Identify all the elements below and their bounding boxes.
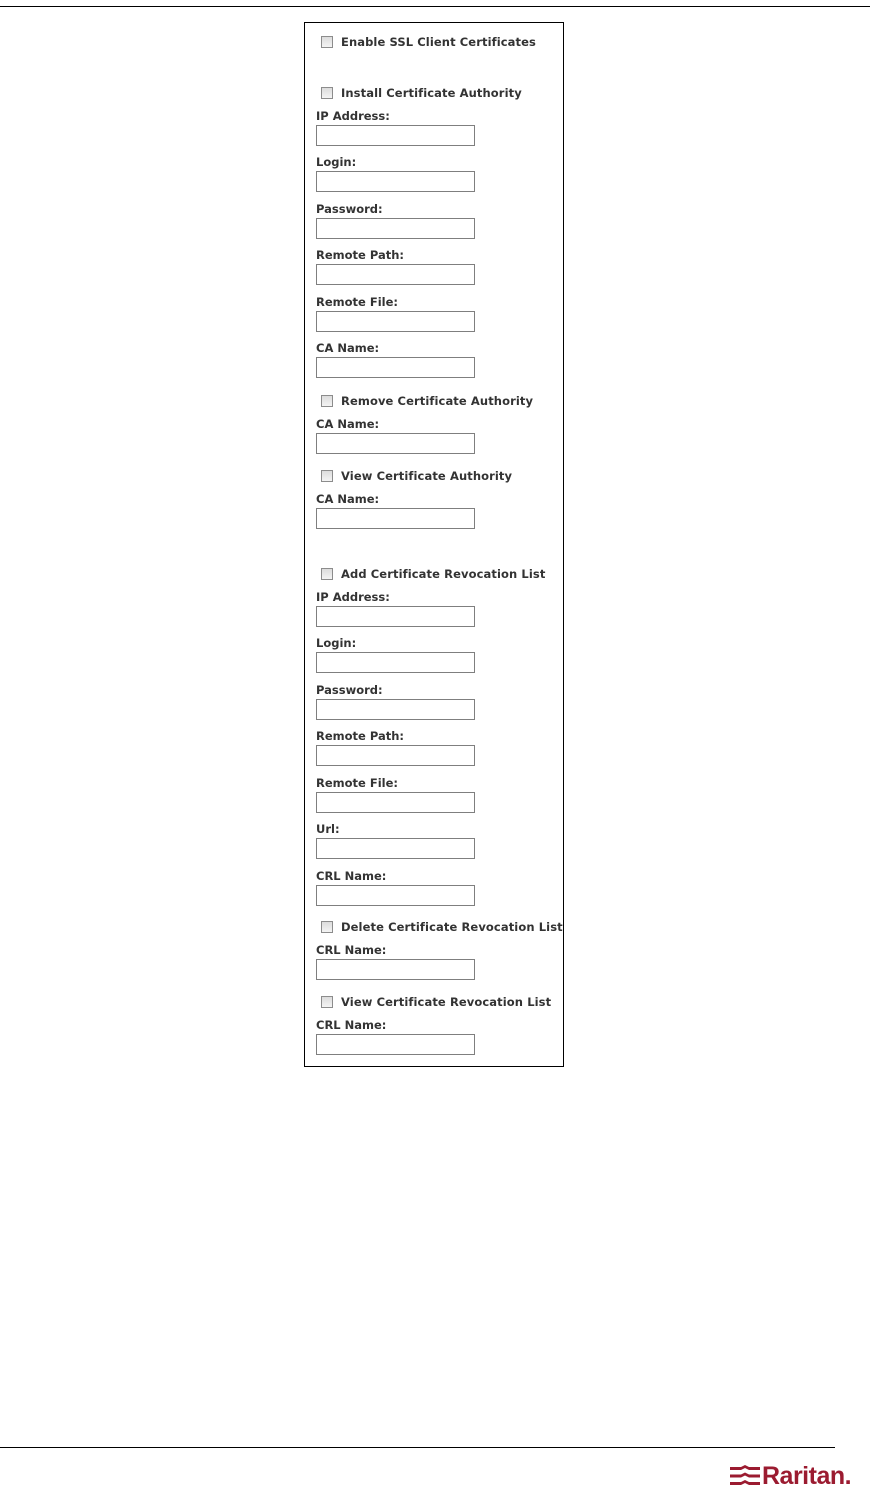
view-ca-checkbox[interactable] xyxy=(321,470,333,482)
delete-crl-checkbox[interactable] xyxy=(321,921,333,933)
delete-crl-label: Delete Certificate Revocation List xyxy=(341,920,563,934)
add-crl-remote-path-input[interactable] xyxy=(316,745,475,766)
add-crl-ip-label: IP Address: xyxy=(316,590,390,604)
delete-crl-name-input[interactable] xyxy=(316,959,475,980)
install-ca-password-label: Password: xyxy=(316,202,383,216)
footer-rule xyxy=(0,1447,835,1448)
install-ca-login-label: Login: xyxy=(316,155,357,169)
view-crl-name-input[interactable] xyxy=(316,1034,475,1055)
view-ca-name-input[interactable] xyxy=(316,508,475,529)
remove-ca-label: Remove Certificate Authority xyxy=(341,394,534,408)
view-crl-checkbox[interactable] xyxy=(321,996,333,1008)
raritan-logo xyxy=(730,1462,851,1490)
install-ca-ip-label: IP Address: xyxy=(316,109,390,123)
view-crl-row[interactable] xyxy=(321,994,551,1010)
install-ca-remote-file-input[interactable] xyxy=(316,311,475,332)
install-ca-remote-file-label: Remote File: xyxy=(316,295,398,309)
add-crl-login-label: Login: xyxy=(316,636,357,650)
add-crl-url-label: Url: xyxy=(316,822,340,836)
view-crl-name-label: CRL Name: xyxy=(316,1018,387,1032)
add-crl-checkbox[interactable] xyxy=(321,568,333,580)
add-crl-name-input[interactable] xyxy=(316,885,475,906)
install-ca-name-input[interactable] xyxy=(316,357,475,378)
remove-ca-row[interactable] xyxy=(321,393,533,409)
add-crl-remote-file-label: Remote File: xyxy=(316,776,398,790)
remove-ca-name-label: CA Name: xyxy=(316,417,380,431)
add-crl-row[interactable] xyxy=(321,566,545,582)
install-ca-password-input[interactable] xyxy=(316,218,475,239)
install-ca-checkbox[interactable] xyxy=(321,87,333,99)
add-crl-password-input[interactable] xyxy=(316,699,475,720)
view-crl-label: View Certificate Revocation List xyxy=(341,995,552,1009)
install-ca-login-input[interactable] xyxy=(316,171,475,192)
view-ca-label: View Certificate Authority xyxy=(341,469,513,483)
install-ca-ip-input[interactable] xyxy=(316,125,475,146)
add-crl-ip-input[interactable] xyxy=(316,606,475,627)
add-crl-url-input[interactable] xyxy=(316,838,475,859)
add-crl-remote-file-input[interactable] xyxy=(316,792,475,813)
install-ca-row[interactable] xyxy=(321,85,522,101)
install-ca-name-label: CA Name: xyxy=(316,341,380,355)
raritan-logo-text: Raritan. xyxy=(762,1462,852,1490)
raritan-logo-mark-icon xyxy=(730,1465,760,1487)
add-crl-label: Add Certificate Revocation List xyxy=(341,567,546,581)
view-ca-name-label: CA Name: xyxy=(316,492,380,506)
install-ca-remote-path-input[interactable] xyxy=(316,264,475,285)
add-crl-remote-path-label: Remote Path: xyxy=(316,729,405,743)
remove-ca-checkbox[interactable] xyxy=(321,395,333,407)
ssl-certificate-panel xyxy=(304,22,564,1067)
add-crl-password-label: Password: xyxy=(316,683,383,697)
top-rule xyxy=(0,6,870,7)
install-ca-label: Install Certificate Authority xyxy=(341,86,522,100)
delete-crl-name-label: CRL Name: xyxy=(316,943,387,957)
enable-ssl-row[interactable] xyxy=(321,34,536,50)
enable-ssl-checkbox[interactable] xyxy=(321,36,333,48)
delete-crl-row[interactable] xyxy=(321,919,563,935)
view-ca-row[interactable] xyxy=(321,468,512,484)
add-crl-name-label: CRL Name: xyxy=(316,869,387,883)
install-ca-remote-path-label: Remote Path: xyxy=(316,248,405,262)
enable-ssl-label: Enable SSL Client Certificates xyxy=(341,35,536,49)
add-crl-login-input[interactable] xyxy=(316,652,475,673)
remove-ca-name-input[interactable] xyxy=(316,433,475,454)
